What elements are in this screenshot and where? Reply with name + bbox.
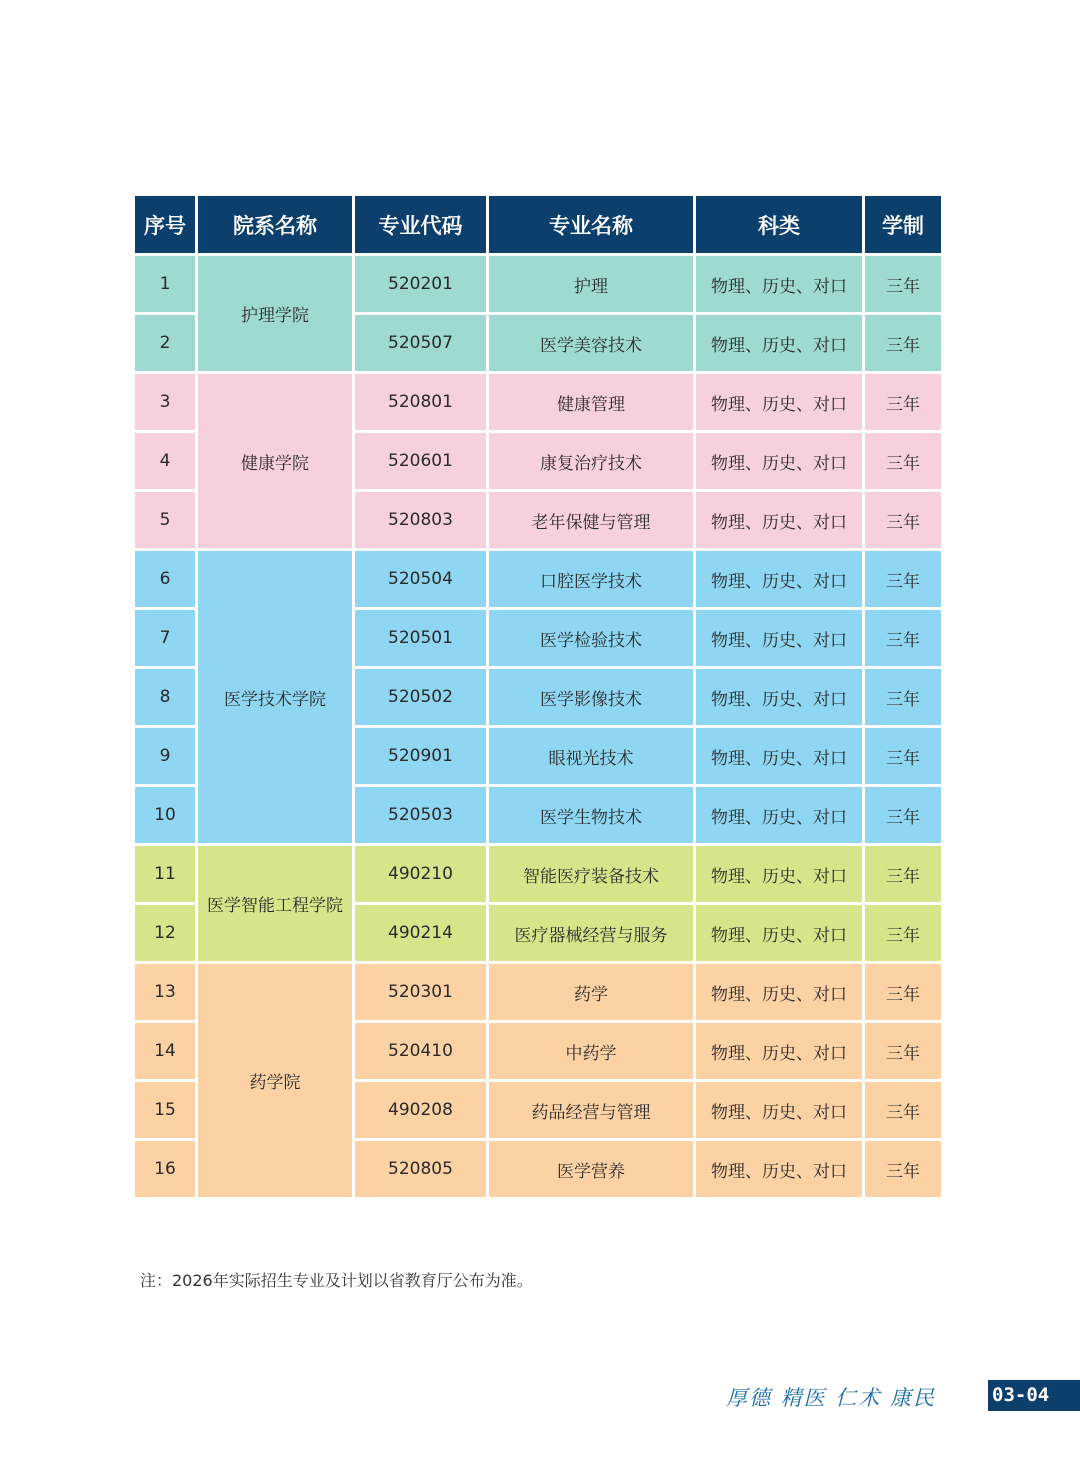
cell-college: 医学技术学院 — [197, 550, 354, 845]
cell-no: 2 — [134, 314, 197, 373]
cell-major: 医学生物技术 — [488, 786, 695, 845]
cell-category: 物理、历史、对口 — [695, 255, 864, 314]
header-duration: 学制 — [864, 195, 943, 255]
cell-duration: 三年 — [864, 727, 943, 786]
cell-no: 5 — [134, 491, 197, 550]
cell-code: 520502 — [354, 668, 488, 727]
cell-duration: 三年 — [864, 786, 943, 845]
header-major: 专业名称 — [488, 195, 695, 255]
cell-no: 8 — [134, 668, 197, 727]
cell-duration: 三年 — [864, 1140, 943, 1199]
cell-college: 药学院 — [197, 963, 354, 1199]
cell-major: 医学营养 — [488, 1140, 695, 1199]
cell-code: 520801 — [354, 373, 488, 432]
cell-major: 康复治疗技术 — [488, 432, 695, 491]
cell-major: 药品经营与管理 — [488, 1081, 695, 1140]
cell-no: 15 — [134, 1081, 197, 1140]
cell-duration: 三年 — [864, 314, 943, 373]
cell-duration: 三年 — [864, 963, 943, 1022]
cell-major: 护理 — [488, 255, 695, 314]
cell-code: 520501 — [354, 609, 488, 668]
cell-category: 物理、历史、对口 — [695, 786, 864, 845]
cell-code: 520601 — [354, 432, 488, 491]
cell-code: 520301 — [354, 963, 488, 1022]
cell-no: 1 — [134, 255, 197, 314]
cell-no: 4 — [134, 432, 197, 491]
cell-major: 医学美容技术 — [488, 314, 695, 373]
cell-code: 490214 — [354, 904, 488, 963]
cell-no: 12 — [134, 904, 197, 963]
cell-category: 物理、历史、对口 — [695, 314, 864, 373]
school-motto: 厚德 精医 仁术 康民 — [726, 1386, 937, 1410]
cell-duration: 三年 — [864, 609, 943, 668]
cell-category: 物理、历史、对口 — [695, 609, 864, 668]
cell-category: 物理、历史、对口 — [695, 668, 864, 727]
footnote: 注：2026年实际招生专业及计划以省教育厅公布为准。 — [140, 1271, 533, 1290]
table-row — [134, 963, 943, 1022]
table-row — [134, 550, 943, 609]
cell-code: 520410 — [354, 1022, 488, 1081]
cell-code: 520901 — [354, 727, 488, 786]
cell-no: 7 — [134, 609, 197, 668]
cell-no: 11 — [134, 845, 197, 904]
cell-duration: 三年 — [864, 550, 943, 609]
cell-college: 医学智能工程学院 — [197, 845, 354, 963]
cell-no: 14 — [134, 1022, 197, 1081]
cell-no: 13 — [134, 963, 197, 1022]
cell-code: 490208 — [354, 1081, 488, 1140]
cell-category: 物理、历史、对口 — [695, 373, 864, 432]
cell-duration: 三年 — [864, 255, 943, 314]
cell-major: 医疗器械经营与服务 — [488, 904, 695, 963]
cell-code: 520503 — [354, 786, 488, 845]
cell-category: 物理、历史、对口 — [695, 1140, 864, 1199]
table-header-row — [134, 195, 943, 255]
cell-code: 520201 — [354, 255, 488, 314]
cell-duration: 三年 — [864, 668, 943, 727]
cell-major: 医学检验技术 — [488, 609, 695, 668]
cell-code: 520805 — [354, 1140, 488, 1199]
cell-category: 物理、历史、对口 — [695, 1022, 864, 1081]
page-number: 03-04 — [988, 1380, 1080, 1411]
cell-category: 物理、历史、对口 — [695, 1081, 864, 1140]
cell-duration: 三年 — [864, 904, 943, 963]
cell-duration: 三年 — [864, 1081, 943, 1140]
cell-major: 医学影像技术 — [488, 668, 695, 727]
table-body — [134, 255, 943, 1199]
cell-major: 老年保健与管理 — [488, 491, 695, 550]
table-row — [134, 255, 943, 314]
table-row — [134, 845, 943, 904]
cell-code: 490210 — [354, 845, 488, 904]
cell-category: 物理、历史、对口 — [695, 845, 864, 904]
cell-major: 眼视光技术 — [488, 727, 695, 786]
cell-category: 物理、历史、对口 — [695, 904, 864, 963]
cell-code: 520507 — [354, 314, 488, 373]
cell-major: 口腔医学技术 — [488, 550, 695, 609]
cell-major: 中药学 — [488, 1022, 695, 1081]
cell-no: 6 — [134, 550, 197, 609]
header-college: 院系名称 — [197, 195, 354, 255]
table-row — [134, 373, 943, 432]
cell-college: 健康学院 — [197, 373, 354, 550]
cell-category: 物理、历史、对口 — [695, 491, 864, 550]
cell-duration: 三年 — [864, 491, 943, 550]
cell-major: 药学 — [488, 963, 695, 1022]
header-category: 科类 — [695, 195, 864, 255]
cell-major: 健康管理 — [488, 373, 695, 432]
cell-category: 物理、历史、对口 — [695, 550, 864, 609]
cell-category: 物理、历史、对口 — [695, 432, 864, 491]
cell-code: 520803 — [354, 491, 488, 550]
cell-category: 物理、历史、对口 — [695, 727, 864, 786]
cell-no: 9 — [134, 727, 197, 786]
header-no: 序号 — [134, 195, 197, 255]
cell-no: 3 — [134, 373, 197, 432]
cell-college: 护理学院 — [197, 255, 354, 373]
cell-duration: 三年 — [864, 1022, 943, 1081]
cell-code: 520504 — [354, 550, 488, 609]
cell-category: 物理、历史、对口 — [695, 963, 864, 1022]
cell-no: 16 — [134, 1140, 197, 1199]
cell-major: 智能医疗装备技术 — [488, 845, 695, 904]
cell-duration: 三年 — [864, 845, 943, 904]
cell-no: 10 — [134, 786, 197, 845]
header-code: 专业代码 — [354, 195, 488, 255]
cell-duration: 三年 — [864, 373, 943, 432]
cell-duration: 三年 — [864, 432, 943, 491]
majors-table — [132, 193, 944, 1200]
